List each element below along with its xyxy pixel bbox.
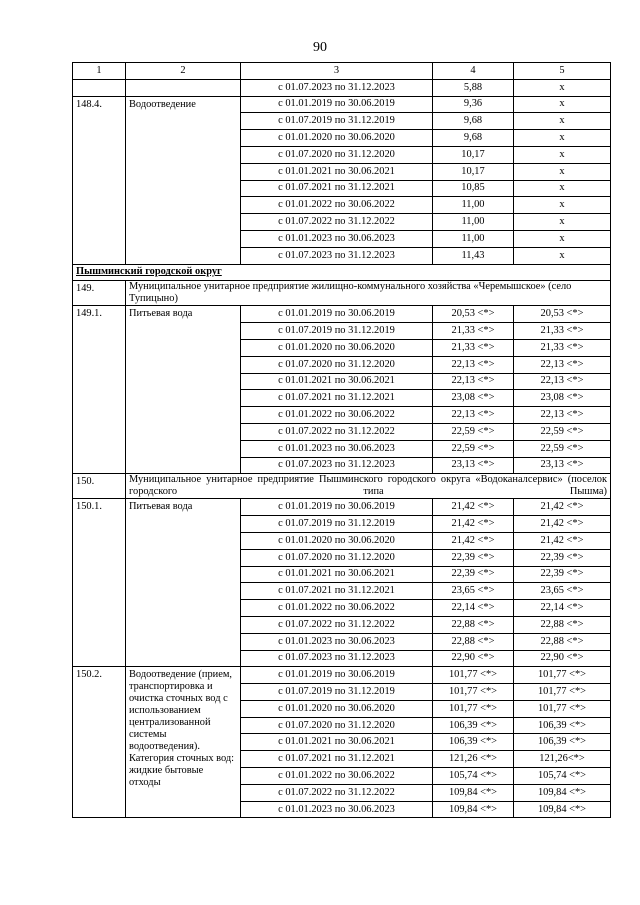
tariff-value-cell: 121,26<*> bbox=[514, 751, 611, 768]
tariff-value-cell: 101,77 <*> bbox=[433, 684, 514, 701]
tariff-value-cell: 22,39 <*> bbox=[433, 549, 514, 566]
tariff-value-cell: 101,77 <*> bbox=[514, 684, 611, 701]
tariff-value-cell: 22,59 <*> bbox=[514, 440, 611, 457]
tariff-value-cell: 23,08 <*> bbox=[514, 390, 611, 407]
section-heading: Пышминский городской округ bbox=[76, 266, 222, 278]
tariff-value-cell: 22,13 <*> bbox=[433, 407, 514, 424]
period-cell: с 01.01.2022 по 30.06.2022 bbox=[241, 768, 433, 785]
period-cell: с 01.07.2020 по 31.12.2020 bbox=[241, 717, 433, 734]
tariff-value-cell: x bbox=[514, 180, 611, 197]
organization-name-cell: Муниципальное унитарное предприятие жилищно-коммунального хозяйства «Черемышское» (село Тупицыно) bbox=[126, 281, 611, 306]
tariff-value-cell: 22,13 <*> bbox=[514, 407, 611, 424]
service-name-cell: Питьевая вода bbox=[126, 306, 241, 474]
tariff-value-cell: 21,33 <*> bbox=[514, 323, 611, 340]
period-cell: с 01.07.2020 по 31.12.2020 bbox=[241, 549, 433, 566]
page-number: 90 bbox=[313, 40, 327, 55]
tariff-table bbox=[72, 62, 611, 818]
tariff-value-cell: 10,17 bbox=[433, 146, 514, 163]
tariff-value-cell: 22,14 <*> bbox=[433, 600, 514, 617]
period-cell: с 01.01.2021 по 30.06.2021 bbox=[241, 734, 433, 751]
tariff-value-cell: 20,53 <*> bbox=[433, 306, 514, 323]
period-cell: с 01.01.2022 по 30.06.2022 bbox=[241, 407, 433, 424]
row-number-cell: 150.2. bbox=[73, 667, 126, 818]
period-cell: с 01.01.2023 по 30.06.2023 bbox=[241, 440, 433, 457]
table-row bbox=[73, 96, 611, 113]
tariff-value-cell: 106,39 <*> bbox=[514, 734, 611, 751]
table-row bbox=[73, 306, 611, 323]
tariff-value-cell: 10,85 bbox=[433, 180, 514, 197]
period-cell: с 01.07.2020 по 31.12.2020 bbox=[241, 356, 433, 373]
table-row bbox=[73, 79, 611, 96]
period-cell: с 01.07.2022 по 31.12.2022 bbox=[241, 214, 433, 231]
period-cell: с 01.07.2023 по 31.12.2023 bbox=[241, 457, 433, 474]
organization-row bbox=[73, 474, 611, 499]
tariff-value-cell: 22,39 <*> bbox=[433, 566, 514, 583]
service-name-cell: Питьевая вода bbox=[126, 499, 241, 667]
organization-row bbox=[73, 281, 611, 306]
tariff-value-cell: 121,26 <*> bbox=[433, 751, 514, 768]
period-cell: с 01.07.2021 по 31.12.2021 bbox=[241, 390, 433, 407]
header-cell: 1 bbox=[73, 63, 126, 80]
header-cell: 2 bbox=[126, 63, 241, 80]
period-cell: с 01.01.2020 по 30.06.2020 bbox=[241, 339, 433, 356]
tariff-value-cell: 22,39 <*> bbox=[514, 549, 611, 566]
period-cell: с 01.01.2023 по 30.06.2023 bbox=[241, 801, 433, 818]
period-cell: с 01.07.2021 по 31.12.2021 bbox=[241, 751, 433, 768]
tariff-value-cell: 21,42 <*> bbox=[514, 532, 611, 549]
tariff-value-cell: x bbox=[514, 197, 611, 214]
tariff-value-cell: x bbox=[514, 130, 611, 147]
tariff-value-cell: 21,42 <*> bbox=[433, 532, 514, 549]
period-cell: с 01.07.2019 по 31.12.2019 bbox=[241, 323, 433, 340]
tariff-value-cell: 101,77 <*> bbox=[433, 667, 514, 684]
tariff-value-cell: x bbox=[514, 146, 611, 163]
tariff-value-cell: 22,59 <*> bbox=[514, 423, 611, 440]
tariff-value-cell: 105,74 <*> bbox=[514, 768, 611, 785]
period-cell: с 01.07.2021 по 31.12.2021 bbox=[241, 180, 433, 197]
tariff-value-cell: 23,65 <*> bbox=[433, 583, 514, 600]
tariff-value-cell: 20,53 <*> bbox=[514, 306, 611, 323]
row-number-cell: 148.4. bbox=[73, 96, 126, 264]
table-row bbox=[73, 667, 611, 684]
tariff-value-cell: 11,00 bbox=[433, 214, 514, 231]
tariff-value-cell: 22,59 <*> bbox=[433, 440, 514, 457]
period-cell: с 01.01.2023 по 30.06.2023 bbox=[241, 230, 433, 247]
tariff-value-cell: 23,65 <*> bbox=[514, 583, 611, 600]
tariff-value-cell: 21,42 <*> bbox=[514, 516, 611, 533]
tariff-value-cell: 22,88 <*> bbox=[433, 633, 514, 650]
tariff-value-cell: 22,13 <*> bbox=[514, 373, 611, 390]
period-cell: с 01.01.2019 по 30.06.2019 bbox=[241, 499, 433, 516]
tariff-value-cell: 109,84 <*> bbox=[514, 784, 611, 801]
row-number-cell bbox=[73, 79, 126, 96]
tariff-value-cell: 22,59 <*> bbox=[433, 423, 514, 440]
row-number-cell: 149. bbox=[73, 281, 126, 306]
tariff-value-cell: 11,00 bbox=[433, 197, 514, 214]
period-cell: с 01.07.2022 по 31.12.2022 bbox=[241, 784, 433, 801]
tariff-value-cell: 109,84 <*> bbox=[433, 784, 514, 801]
period-cell: с 01.07.2022 по 31.12.2022 bbox=[241, 616, 433, 633]
service-name-cell bbox=[126, 79, 241, 96]
service-name-cell: Водоотведение bbox=[126, 96, 241, 264]
tariff-value-cell: 10,17 bbox=[433, 163, 514, 180]
tariff-value-cell: 22,88 <*> bbox=[514, 616, 611, 633]
tariff-value-cell: 22,88 <*> bbox=[433, 616, 514, 633]
header-cell: 5 bbox=[514, 63, 611, 80]
tariff-value-cell: 23,13 <*> bbox=[514, 457, 611, 474]
period-cell: с 01.07.2023 по 31.12.2023 bbox=[241, 650, 433, 667]
period-cell: с 01.07.2021 по 31.12.2021 bbox=[241, 583, 433, 600]
period-cell: с 01.01.2021 по 30.06.2021 bbox=[241, 566, 433, 583]
tariff-value-cell: 21,42 <*> bbox=[433, 499, 514, 516]
period-cell: с 01.07.2019 по 31.12.2019 bbox=[241, 113, 433, 130]
header-row bbox=[73, 63, 611, 80]
period-cell: с 01.01.2020 по 30.06.2020 bbox=[241, 700, 433, 717]
tariff-value-cell: 106,39 <*> bbox=[433, 734, 514, 751]
period-cell: с 01.07.2019 по 31.12.2019 bbox=[241, 516, 433, 533]
period-cell: с 01.01.2021 по 30.06.2021 bbox=[241, 163, 433, 180]
tariff-value-cell: 9,68 bbox=[433, 113, 514, 130]
tariff-value-cell: 22,13 <*> bbox=[433, 373, 514, 390]
period-cell: с 01.01.2019 по 30.06.2019 bbox=[241, 306, 433, 323]
tariff-value-cell: x bbox=[514, 230, 611, 247]
header-cell: 3 bbox=[241, 63, 433, 80]
section-row bbox=[73, 264, 611, 281]
tariff-value-cell: 22,13 <*> bbox=[433, 356, 514, 373]
organization-name-cell: Муниципальное унитарное предприятие Пышминского городского округа «Водоканалсервис» (поселок городского типа Пышма) bbox=[126, 474, 611, 499]
tariff-value-cell: 23,13 <*> bbox=[433, 457, 514, 474]
tariff-value-cell: x bbox=[514, 96, 611, 113]
row-number-cell: 149.1. bbox=[73, 306, 126, 474]
tariff-value-cell: x bbox=[514, 214, 611, 231]
tariff-value-cell: 22,13 <*> bbox=[514, 356, 611, 373]
tariff-value-cell: 5,88 bbox=[433, 79, 514, 96]
tariff-value-cell: 9,68 bbox=[433, 130, 514, 147]
tariff-value-cell: 109,84 <*> bbox=[433, 801, 514, 818]
tariff-value-cell: 11,43 bbox=[433, 247, 514, 264]
tariff-value-cell: x bbox=[514, 113, 611, 130]
tariff-value-cell: 106,39 <*> bbox=[433, 717, 514, 734]
period-cell: с 01.07.2022 по 31.12.2022 bbox=[241, 423, 433, 440]
period-cell: с 01.07.2020 по 31.12.2020 bbox=[241, 146, 433, 163]
tariff-value-cell: 9,36 bbox=[433, 96, 514, 113]
tariff-value-cell: 22,14 <*> bbox=[514, 600, 611, 617]
tariff-value-cell: 22,39 <*> bbox=[514, 566, 611, 583]
period-cell: с 01.01.2020 по 30.06.2020 bbox=[241, 532, 433, 549]
tariff-value-cell: 21,33 <*> bbox=[514, 339, 611, 356]
tariff-value-cell: 21,33 <*> bbox=[433, 339, 514, 356]
row-number-cell: 150.1. bbox=[73, 499, 126, 667]
tariff-value-cell: 109,84 <*> bbox=[514, 801, 611, 818]
tariff-value-cell: 22,90 <*> bbox=[514, 650, 611, 667]
tariff-value-cell: 101,77 <*> bbox=[433, 700, 514, 717]
period-cell: с 01.01.2023 по 30.06.2023 bbox=[241, 633, 433, 650]
period-cell: с 01.01.2020 по 30.06.2020 bbox=[241, 130, 433, 147]
period-cell: с 01.01.2019 по 30.06.2019 bbox=[241, 667, 433, 684]
service-name-cell: Водоотведение (прием, транспортировка и очистка сточных вод с использованием централизованной системы водоотведения). Категория сточных вод: жидкие бытовые отходы bbox=[126, 667, 241, 818]
tariff-value-cell: 22,90 <*> bbox=[433, 650, 514, 667]
tariff-value-cell: x bbox=[514, 163, 611, 180]
tariff-value-cell: 11,00 bbox=[433, 230, 514, 247]
tariff-value-cell: 101,77 <*> bbox=[514, 667, 611, 684]
tariff-value-cell: x bbox=[514, 247, 611, 264]
period-cell: с 01.01.2022 по 30.06.2022 bbox=[241, 600, 433, 617]
table-row bbox=[73, 499, 611, 516]
period-cell: с 01.01.2021 по 30.06.2021 bbox=[241, 373, 433, 390]
period-cell: с 01.01.2022 по 30.06.2022 bbox=[241, 197, 433, 214]
tariff-table-body bbox=[73, 63, 611, 818]
period-cell: с 01.07.2019 по 31.12.2019 bbox=[241, 684, 433, 701]
period-cell: с 01.07.2023 по 31.12.2023 bbox=[241, 79, 433, 96]
tariff-value-cell: x bbox=[514, 79, 611, 96]
tariff-value-cell: 106,39 <*> bbox=[514, 717, 611, 734]
tariff-value-cell: 22,88 <*> bbox=[514, 633, 611, 650]
period-cell: с 01.07.2023 по 31.12.2023 bbox=[241, 247, 433, 264]
section-heading-cell bbox=[73, 264, 611, 281]
tariff-value-cell: 21,42 <*> bbox=[433, 516, 514, 533]
row-number-cell: 150. bbox=[73, 474, 126, 499]
tariff-value-cell: 101,77 <*> bbox=[514, 700, 611, 717]
tariff-value-cell: 23,08 <*> bbox=[433, 390, 514, 407]
period-cell: с 01.01.2019 по 30.06.2019 bbox=[241, 96, 433, 113]
tariff-value-cell: 105,74 <*> bbox=[433, 768, 514, 785]
header-cell: 4 bbox=[433, 63, 514, 80]
tariff-value-cell: 21,33 <*> bbox=[433, 323, 514, 340]
tariff-value-cell: 21,42 <*> bbox=[514, 499, 611, 516]
